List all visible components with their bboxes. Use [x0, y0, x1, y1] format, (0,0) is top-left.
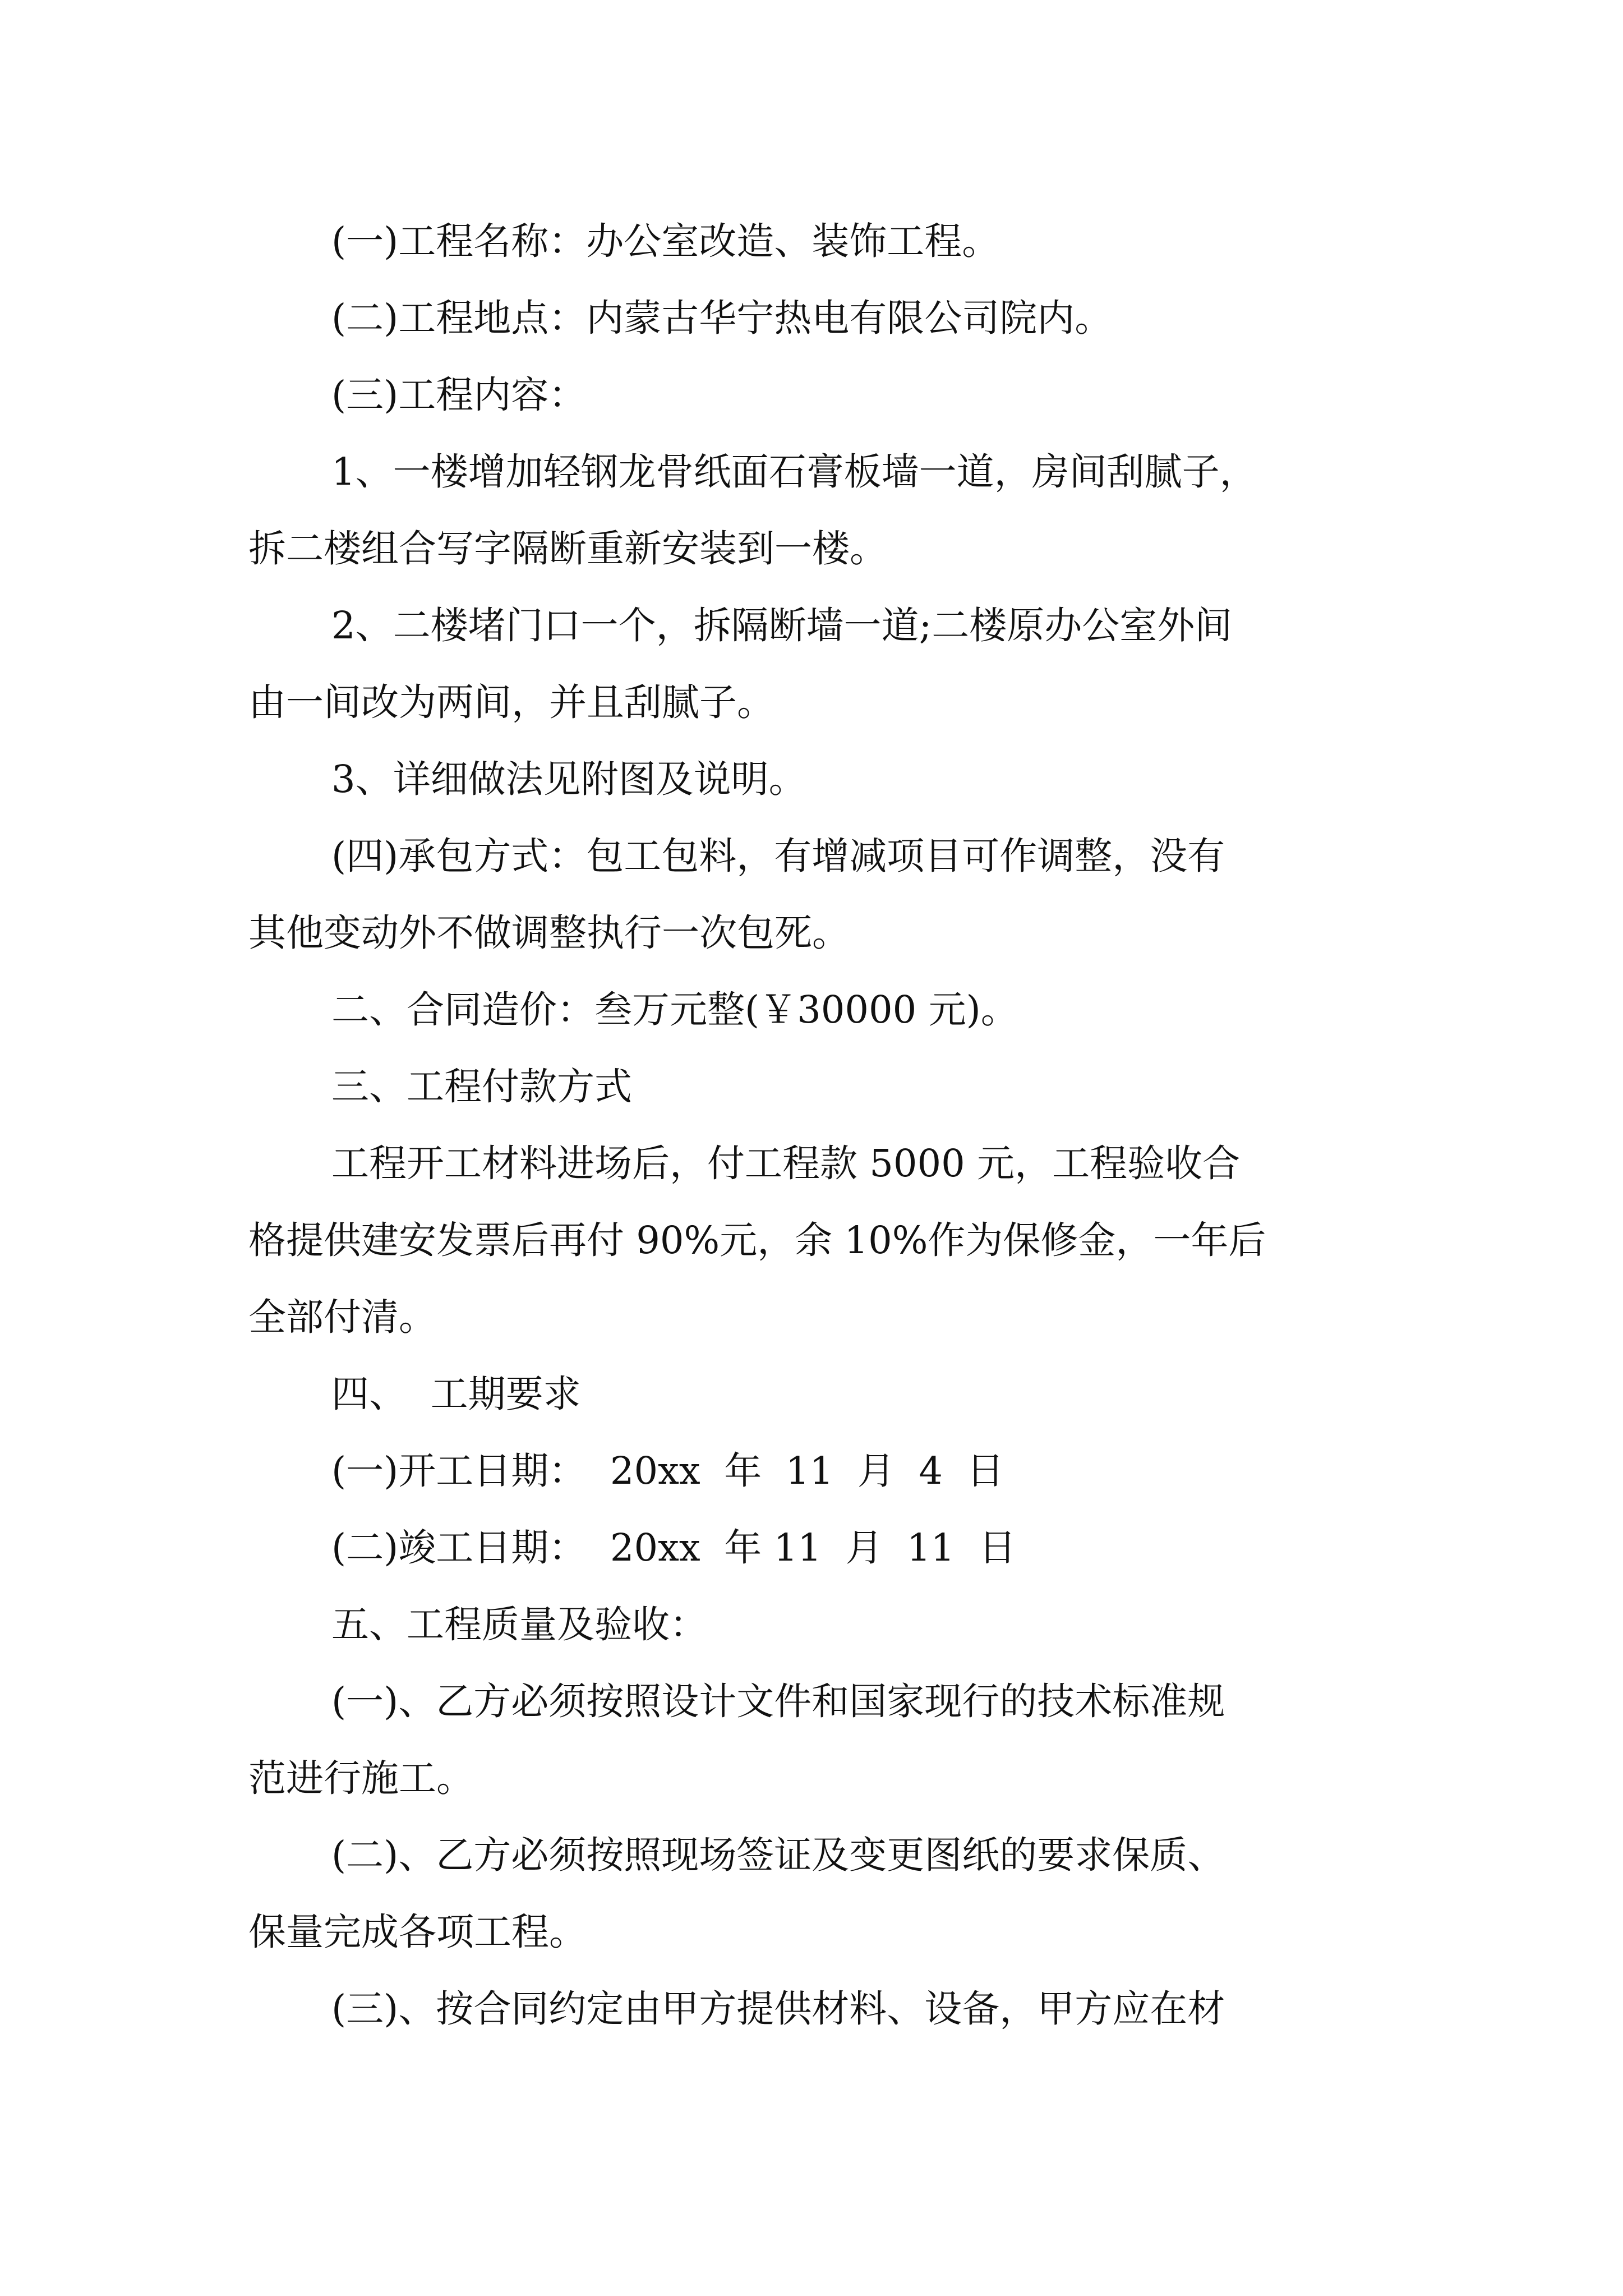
- text-line: 3、详细做法见附图及说明。: [331, 757, 806, 801]
- text-line: (一)、乙方必须按照设计文件和国家现行的技术标准规: [331, 1680, 1225, 1723]
- text-line: 四、 工期要求: [331, 1372, 581, 1416]
- text-line: 全部付清。: [248, 1295, 436, 1339]
- text-line: (三)工程内容：: [331, 373, 587, 417]
- text-line: 拆二楼组合写字隔断重新安装到一楼。: [248, 527, 887, 570]
- text-line: 工程开工材料进场后，付工程款 5000 元，工程验收合: [331, 1142, 1241, 1185]
- text-line: 五、工程质量及验收：: [331, 1603, 707, 1646]
- document-body: [248, 203, 1376, 2047]
- text-line: 其他变动外不做调整执行一次包死。: [248, 911, 850, 955]
- text-line: (四)承包方式：包工包料，有增减项目可作调整，没有: [331, 834, 1225, 878]
- text-line: 2、二楼堵门口一个，拆隔断墙一道;二楼原办公室外间: [331, 604, 1233, 647]
- text-line: (二)、乙方必须按照现场签证及变更图纸的要求保质、: [331, 1833, 1225, 1877]
- text-line: (二)竣工日期： 20xx 年 11 月 11 日: [331, 1526, 1016, 1570]
- text-line: (一)工程名称：办公室改造、装饰工程。: [331, 219, 1000, 263]
- text-line: 范进行施工。: [248, 1756, 474, 1800]
- text-line: (三)、按合同约定由甲方提供材料、设备，甲方应在材: [331, 1987, 1225, 2031]
- text-line: 1、一楼增加轻钢龙骨纸面石膏板墙一道，房间刮腻子，: [331, 450, 1257, 494]
- text-line: 三、工程付款方式: [331, 1065, 632, 1108]
- text-line: 格提供建安发票后再付 90%元，余 10%作为保修金，一年后: [248, 1218, 1266, 1262]
- text-line: 保量完成各项工程。: [248, 1910, 587, 1954]
- text-line: 二、合同造价：叁万元整(￥30000 元)。: [331, 988, 1018, 1032]
- text-line: (二)工程地点：内蒙古华宁热电有限公司院内。: [331, 296, 1113, 340]
- text-line: 由一间改为两间，并且刮腻子。: [248, 680, 774, 724]
- text-line: (一)开工日期： 20xx 年 11 月 4 日: [331, 1449, 1004, 1493]
